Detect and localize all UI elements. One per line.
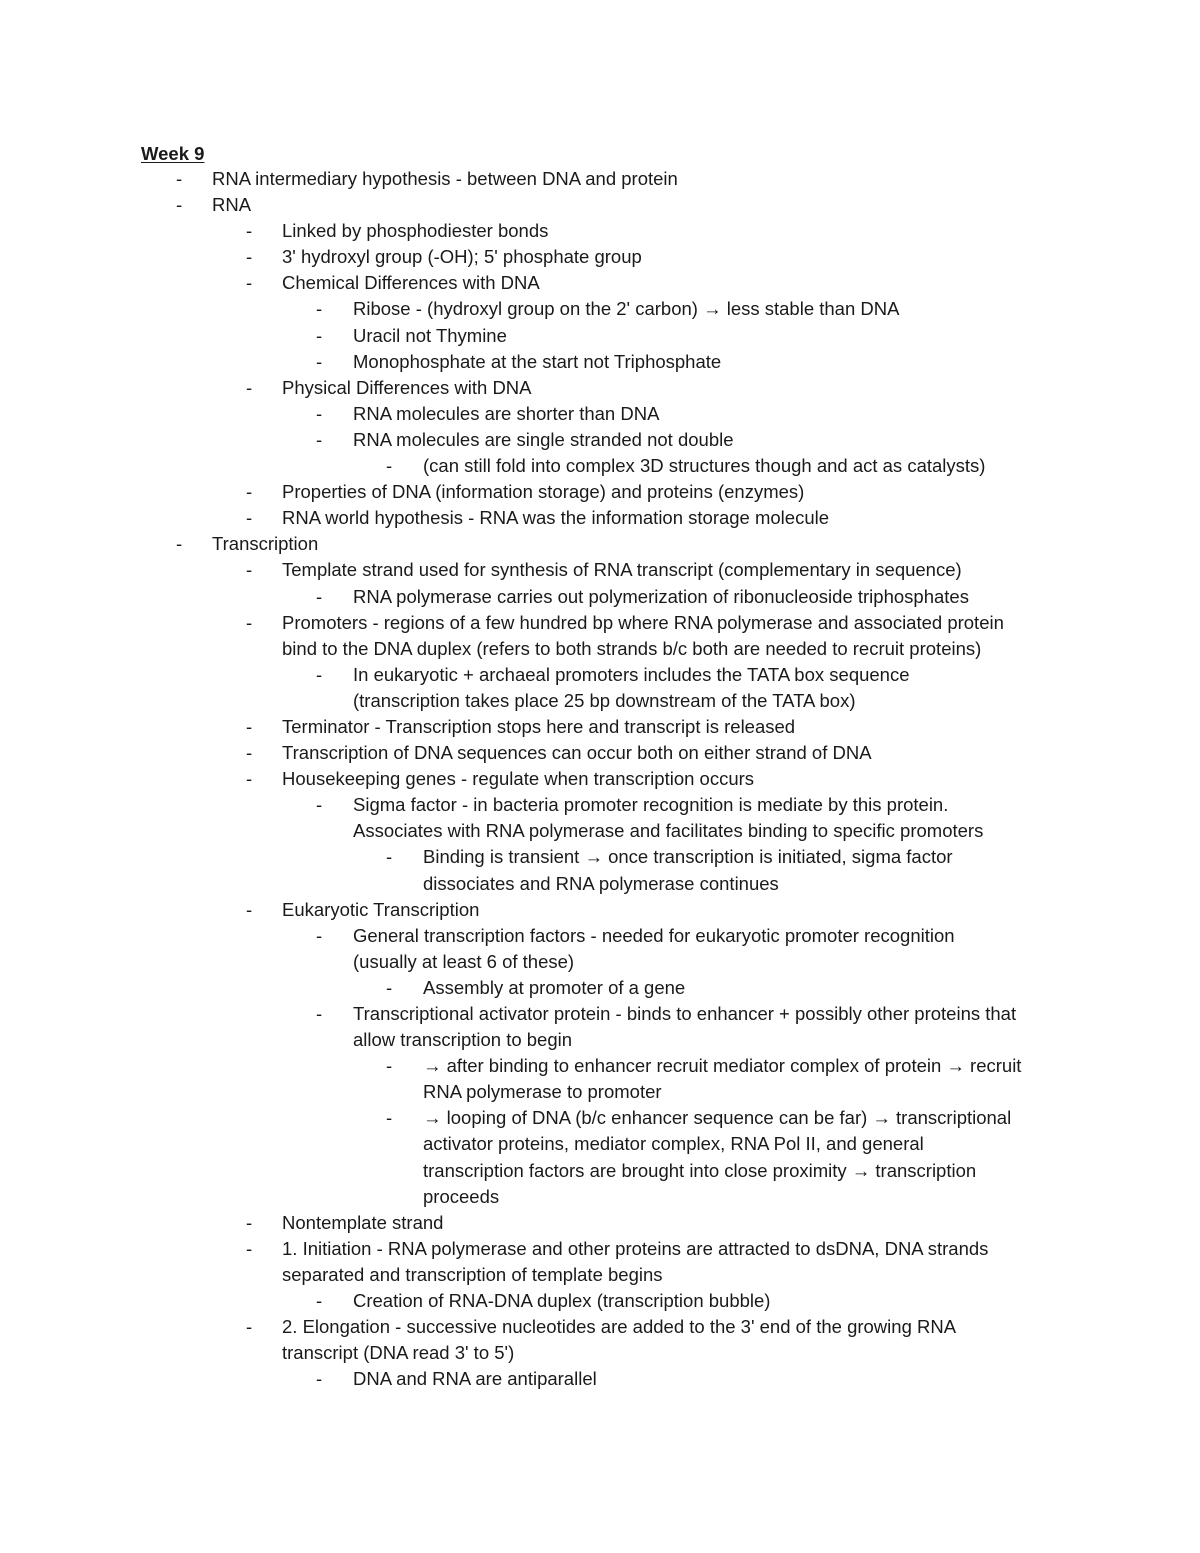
outline-item	[0, 244, 1200, 270]
outline-item	[0, 192, 1200, 218]
outline-item-text: Binding is transient → once transcription is initiated, sigma factor	[423, 846, 953, 868]
bullet-dash: -	[316, 350, 323, 372]
outline-item-text: activator proteins, mediator complex, RNA Pol II, and general	[423, 1133, 924, 1155]
bullet-dash: -	[246, 1211, 253, 1233]
bullet-dash: -	[386, 976, 393, 998]
outline-item	[0, 792, 1200, 818]
outline-item	[0, 844, 1200, 870]
outline-item	[0, 1340, 1200, 1366]
bullet-dash: -	[246, 507, 253, 529]
bullet-dash: -	[316, 298, 323, 320]
outline-item	[0, 375, 1200, 401]
outline-item-text: Eukaryotic Transcription	[282, 898, 480, 920]
outline-item	[0, 1366, 1200, 1392]
outline-item	[0, 505, 1200, 531]
bullet-dash: -	[316, 794, 323, 816]
bullet-dash: -	[176, 168, 183, 189]
outline-item-text: Chemical Differences with DNA	[282, 272, 540, 294]
bullet-dash: -	[316, 402, 323, 424]
bullet-dash: -	[316, 585, 323, 607]
bullet-dash: -	[316, 663, 323, 685]
outline-item-text: Nontemplate strand	[282, 1211, 444, 1233]
outline-item-text: Linked by phosphodiester bonds	[282, 220, 549, 242]
bullet-dash: -	[316, 924, 323, 946]
outline-item	[0, 897, 1200, 923]
outline-item	[0, 1027, 1200, 1053]
outline-item	[0, 871, 1200, 897]
outline-item-text: DNA and RNA are antiparallel	[353, 1368, 597, 1390]
outline-item-text: transcription factors are brought into close proximity → transcription	[423, 1159, 977, 1181]
outline-item-text: RNA world hypothesis - RNA was the information storage molecule	[282, 507, 830, 529]
bullet-dash: -	[386, 846, 393, 868]
bullet-dash: -	[246, 376, 253, 398]
bullet-dash: -	[246, 1316, 253, 1338]
outline-item-text: Physical Differences with DNA	[282, 376, 532, 398]
outline-item	[0, 1105, 1200, 1131]
bullet-dash: -	[386, 1055, 393, 1077]
outline-item-text: dissociates and RNA polymerase continues	[423, 872, 779, 894]
outline-item-text: 2. Elongation - successive nucleotides are added to the 3' end of the growing RNA	[282, 1316, 957, 1338]
outline-item	[0, 557, 1200, 583]
bullet-dash: -	[316, 428, 323, 450]
bullet-dash: -	[176, 194, 183, 216]
outline-item-text: separated and transcription of template begins	[282, 1263, 663, 1285]
outline-item-text: (usually at least 6 of these)	[353, 950, 575, 972]
outline-item	[0, 427, 1200, 453]
outline-item-text: RNA	[212, 194, 252, 216]
bullet-dash: -	[176, 533, 183, 555]
outline-item-text: Uracil not Thymine	[353, 324, 507, 346]
outline-item	[0, 949, 1200, 975]
outline-item	[0, 270, 1200, 296]
outline-item-text: RNA molecules are single stranded not double	[353, 428, 734, 450]
bullet-dash: -	[246, 220, 253, 242]
outline-item	[0, 714, 1200, 740]
outline-item	[0, 453, 1200, 479]
outline-item-text: RNA molecules are shorter than DNA	[353, 402, 660, 424]
outline-item	[0, 975, 1200, 1001]
outline-item-text: Creation of RNA-DNA duplex (transcription bubble)	[353, 1290, 771, 1312]
bullet-dash: -	[246, 272, 253, 294]
bullet-dash: -	[246, 742, 253, 764]
bullet-dash: -	[316, 1003, 323, 1024]
notes-list	[0, 166, 1200, 1392]
bullet-dash: -	[246, 481, 253, 503]
outline-item-text: RNA intermediary hypothesis - between DNA and protein	[212, 168, 678, 189]
bullet-dash: -	[316, 324, 323, 346]
bullet-dash: -	[246, 559, 253, 581]
outline-item	[0, 1262, 1200, 1288]
outline-item-text: transcript (DNA read 3' to 5')	[282, 1342, 515, 1364]
outline-item	[0, 1158, 1200, 1184]
outline-item-text: Associates with RNA polymerase and facilitates binding to specific promoters	[353, 820, 984, 842]
outline-item	[0, 1001, 1200, 1027]
outline-item	[0, 166, 1200, 192]
outline-item	[0, 531, 1200, 557]
outline-item-text: (transcription takes place 25 bp downstream of the TATA box)	[353, 689, 856, 711]
outline-item	[0, 636, 1200, 662]
bullet-dash: -	[386, 1107, 393, 1129]
outline-item-text: Template strand used for synthesis of RNA transcript (complementary in sequence)	[282, 559, 962, 581]
bullet-dash: -	[316, 1290, 323, 1312]
outline-item	[0, 688, 1200, 714]
outline-item	[0, 218, 1200, 244]
outline-item	[0, 296, 1200, 322]
bullet-dash: -	[246, 898, 253, 920]
outline-item	[0, 1053, 1200, 1079]
outline-item-text: allow transcription to begin	[353, 1029, 573, 1051]
outline-item-text: Monophosphate at the start not Triphosphate	[353, 350, 722, 372]
bullet-dash: -	[246, 611, 253, 633]
outline-item	[0, 323, 1200, 349]
outline-item	[0, 766, 1200, 792]
bullet-dash: -	[386, 455, 393, 477]
outline-item-text: In eukaryotic + archaeal promoters includes the TATA box sequence	[353, 663, 910, 685]
outline-item-text: Transcription of DNA sequences can occur both on either strand of DNA	[282, 742, 872, 764]
outline-item-text: → after binding to enhancer recruit mediator complex of protein → recruit	[423, 1055, 1022, 1077]
outline-item	[0, 662, 1200, 688]
outline-item	[0, 1288, 1200, 1314]
page-title: Week 9	[141, 143, 205, 164]
outline-item-text: 1. Initiation - RNA polymerase and other proteins are attracted to dsDNA, DNA strands	[282, 1237, 989, 1259]
bullet-dash: -	[316, 1368, 323, 1390]
outline-item-text: bind to the DNA duplex (refers to both strands b/c both are needed to recruit proteins)	[282, 637, 982, 659]
outline-item-text: Housekeeping genes - regulate when transcription occurs	[282, 768, 755, 790]
outline-item	[0, 349, 1200, 375]
outline-item	[0, 584, 1200, 610]
outline-item	[0, 1210, 1200, 1236]
outline-item-text: Properties of DNA (information storage) and proteins (enzymes)	[282, 481, 805, 503]
outline-item	[0, 818, 1200, 844]
outline-item-text: (can still fold into complex 3D structures though and act as catalysts)	[423, 455, 986, 477]
bullet-dash: -	[246, 246, 253, 268]
outline-item	[0, 923, 1200, 949]
outline-item-text: → looping of DNA (b/c enhancer sequence can be far) → transcriptional	[423, 1107, 1012, 1129]
outline-item	[0, 479, 1200, 505]
outline-item	[0, 401, 1200, 427]
bullet-dash: -	[246, 1237, 253, 1259]
outline-item-text: RNA polymerase carries out polymerization of ribonucleoside triphosphates	[353, 585, 969, 607]
outline-item-text: General transcription factors - needed for eukaryotic promoter recognition	[353, 924, 955, 946]
outline-item	[0, 740, 1200, 766]
bullet-dash: -	[246, 715, 253, 737]
outline-item-text: Assembly at promoter of a gene	[423, 976, 686, 998]
outline-item-text: Transcriptional activator protein - binds to enhancer + possibly other proteins that	[353, 1003, 1017, 1024]
outline-item	[0, 1236, 1200, 1262]
outline-item-text: Transcription	[212, 533, 319, 555]
outline-item-text: RNA polymerase to promoter	[423, 1081, 662, 1103]
outline-item	[0, 1314, 1200, 1340]
outline-item-text: proceeds	[423, 1185, 500, 1207]
outline-item	[0, 1131, 1200, 1157]
outline-item	[0, 1184, 1200, 1210]
outline-item-text: Terminator - Transcription stops here and transcript is released	[282, 715, 796, 737]
bullet-dash: -	[246, 768, 253, 790]
outline-item-text: Promoters - regions of a few hundred bp where RNA polymerase and associated protein	[282, 611, 1004, 633]
outline-item-text: Ribose - (hydroxyl group on the 2' carbon) → less stable than DNA	[353, 298, 900, 320]
outline-item-text: 3' hydroxyl group (-OH); 5' phosphate group	[282, 246, 642, 268]
outline-item	[0, 610, 1200, 636]
outline-item-text: Sigma factor - in bacteria promoter recognition is mediate by this protein.	[353, 794, 949, 816]
outline-item	[0, 1079, 1200, 1105]
